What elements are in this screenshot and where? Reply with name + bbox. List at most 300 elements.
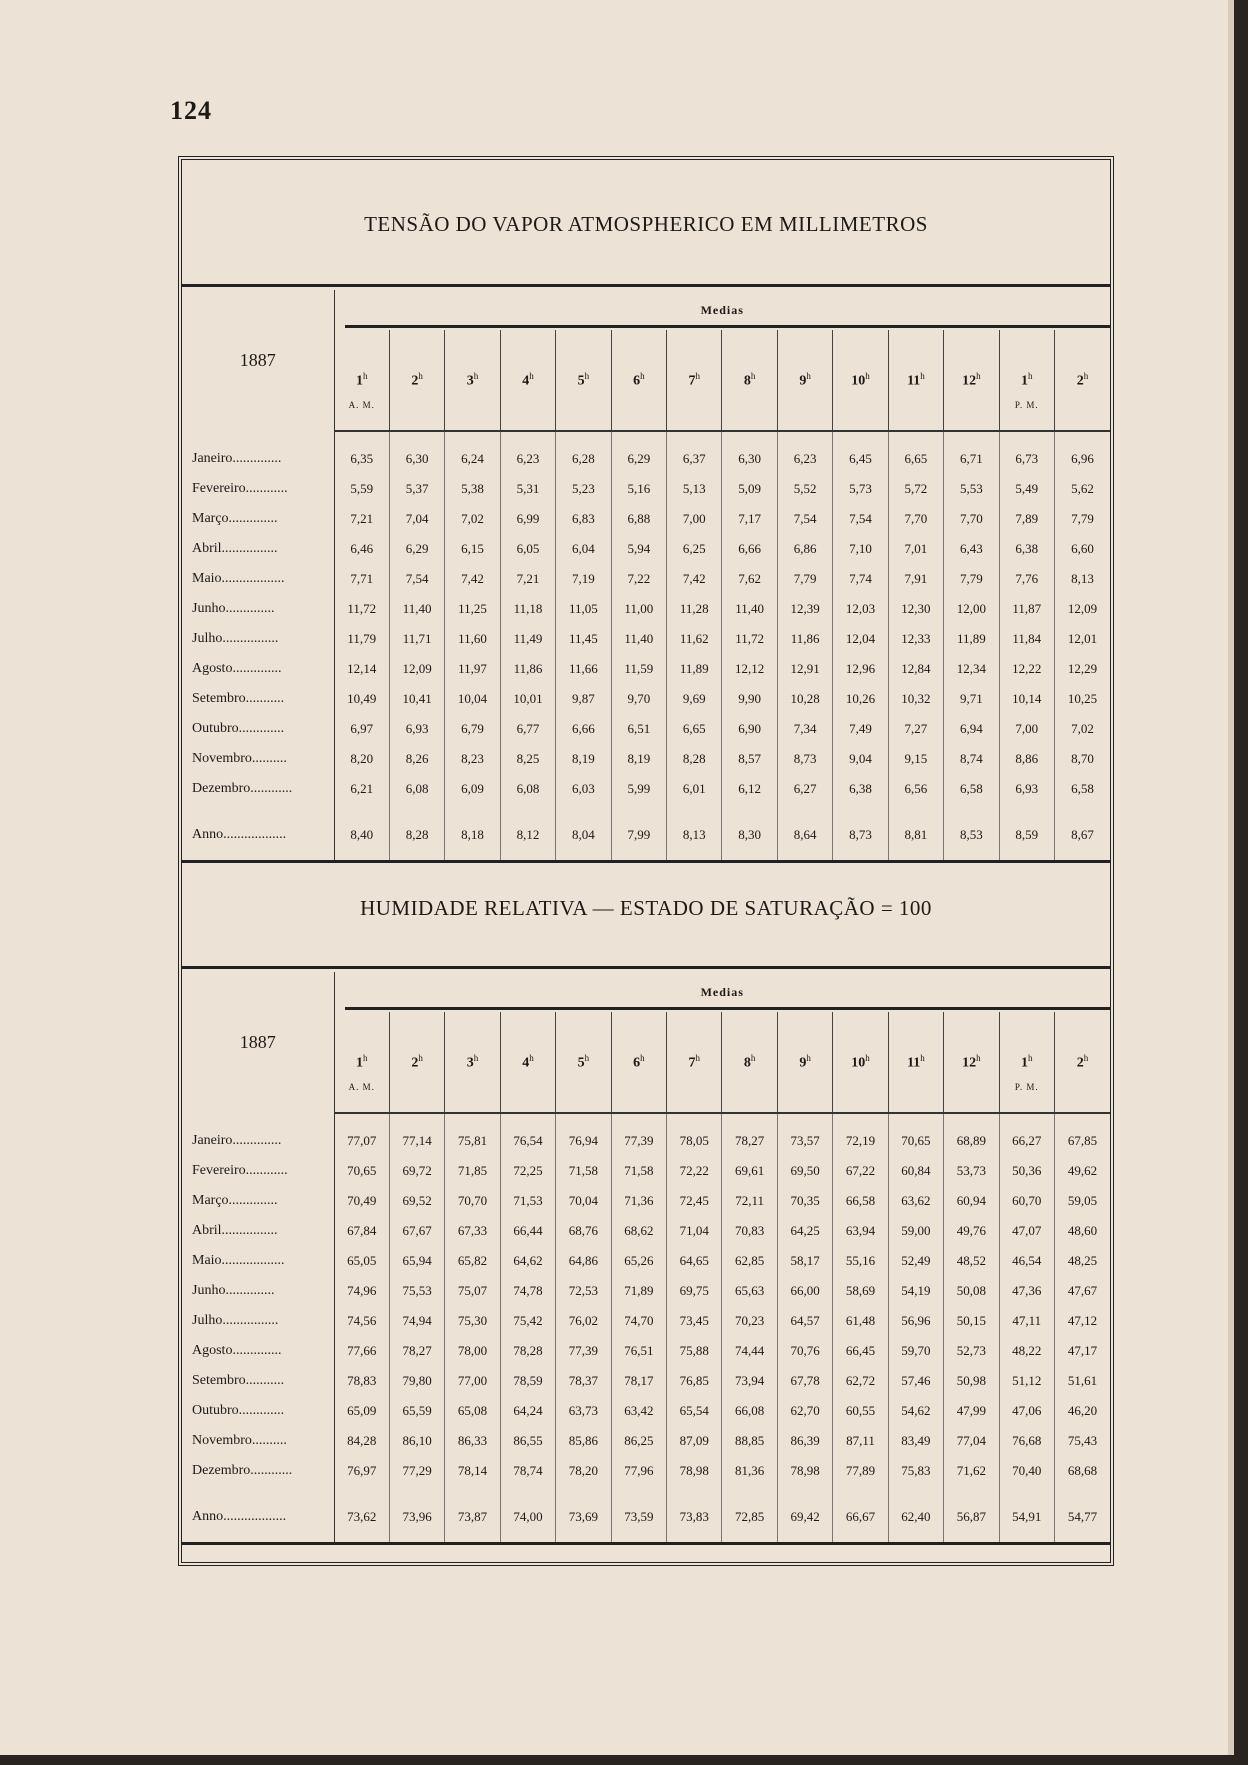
hour-number: 8	[743, 373, 751, 389]
value-cell: 67,85	[1067, 1133, 1098, 1148]
hour-number: 2	[411, 1055, 419, 1071]
month-label: Agosto..............	[182, 1336, 334, 1366]
value-cell: 77,07	[334, 1113, 389, 1156]
value-cell: 72,22	[667, 1156, 722, 1186]
value-cell: 7,79	[1071, 511, 1094, 526]
value-cell: 63,73	[556, 1396, 611, 1426]
value-cell: 48,22	[999, 1336, 1054, 1366]
table-title-vapor: TENSÃO DO VAPOR ATMOSPHERICO EM MILLIMETROS	[364, 212, 928, 236]
value-cell: 66,58	[833, 1186, 888, 1216]
table-row	[182, 504, 1110, 534]
table-row	[182, 594, 1110, 624]
value-cell: 10,28	[777, 684, 832, 714]
value-cell: 66,00	[777, 1276, 832, 1306]
annual-value-cell: 8,30	[722, 804, 777, 862]
value-cell: 5,31	[500, 474, 555, 504]
value-cell: 64,25	[777, 1216, 832, 1246]
hour-header	[556, 1012, 611, 1113]
annual-value-cell: 69,42	[777, 1486, 832, 1544]
value-cell: 6,66	[556, 714, 611, 744]
table-row	[182, 564, 1110, 594]
value-cell: 5,38	[445, 474, 500, 504]
table-row	[182, 1366, 1110, 1396]
page-number: 124	[170, 96, 212, 125]
hour-suffix: h	[362, 370, 368, 381]
value-cell: 77,00	[445, 1366, 500, 1396]
value-cell: 79,80	[389, 1366, 444, 1396]
value-cell: 75,81	[445, 1113, 500, 1156]
table-row	[182, 744, 1110, 774]
value-cell: 67,67	[389, 1216, 444, 1246]
value-cell: 87,09	[667, 1426, 722, 1456]
value-cell: 70,49	[334, 1186, 389, 1216]
vapor-pressure-table	[182, 290, 1110, 863]
value-cell: 69,61	[722, 1156, 777, 1186]
hour-suffix: h	[806, 1052, 811, 1063]
hour-header	[611, 1012, 666, 1113]
value-cell: 72,25	[500, 1156, 555, 1186]
annual-value-cell: 56,87	[944, 1486, 999, 1544]
value-cell: 12,84	[888, 654, 943, 684]
value-cell: 6,93	[389, 714, 444, 744]
value-cell: 11,89	[667, 654, 722, 684]
value-cell: 59,05	[1067, 1193, 1098, 1208]
hour-number: 1	[1021, 1055, 1029, 1071]
hour-header	[944, 330, 999, 431]
value-cell: 60,70	[999, 1186, 1054, 1216]
value-cell: 10,26	[833, 684, 888, 714]
value-cell: 63,62	[888, 1186, 943, 1216]
value-cell: 6,45	[833, 431, 888, 474]
value-cell: 8,23	[445, 744, 500, 774]
value-cell: 7,91	[888, 564, 943, 594]
value-cell: 72,45	[667, 1186, 722, 1216]
value-cell: 6,73	[999, 431, 1054, 474]
value-cell: 60,55	[833, 1396, 888, 1426]
value-cell: 6,71	[944, 431, 999, 474]
value-cell: 8,26	[389, 744, 444, 774]
value-cell: 7,02	[1071, 721, 1094, 736]
value-cell: 5,62	[1071, 481, 1094, 496]
value-cell: 51,12	[999, 1366, 1054, 1396]
value-cell: 9,70	[611, 684, 666, 714]
hour-number: 3	[466, 373, 474, 389]
table-row	[182, 684, 1110, 714]
value-cell: 6,08	[500, 774, 555, 804]
annual-row	[182, 804, 1110, 862]
value-cell: 68,62	[611, 1216, 666, 1246]
value-cell: 11,79	[334, 624, 389, 654]
value-cell: 5,59	[334, 474, 389, 504]
value-cell: 71,58	[556, 1156, 611, 1186]
value-cell: 78,59	[500, 1366, 555, 1396]
hour-header	[722, 1012, 777, 1113]
value-cell: 5,99	[611, 774, 666, 804]
month-label: Junho..............	[182, 594, 334, 624]
value-cell: 6,28	[556, 431, 611, 474]
value-cell: 70,70	[445, 1186, 500, 1216]
table-row	[182, 1306, 1110, 1336]
value-cell: 77,29	[389, 1456, 444, 1486]
hour-suffix: h	[865, 1052, 870, 1063]
value-cell: 10,49	[334, 684, 389, 714]
hour-header	[611, 330, 666, 431]
annual-value-cell: 7,99	[611, 804, 666, 862]
hour-header	[334, 330, 389, 431]
month-label: Dezembro............	[182, 774, 334, 804]
value-cell: 60,94	[944, 1186, 999, 1216]
am-pm-label: P. M.	[1014, 400, 1039, 410]
month-label: Fevereiro............	[182, 1156, 334, 1186]
value-cell: 6,03	[556, 774, 611, 804]
value-cell: 10,32	[888, 684, 943, 714]
value-cell: 57,46	[888, 1366, 943, 1396]
value-cell: 73,94	[722, 1366, 777, 1396]
hour-suffix: h	[529, 370, 534, 381]
year-label: 1887	[182, 972, 334, 1113]
value-cell: 47,06	[999, 1396, 1054, 1426]
value-cell: 56,96	[888, 1306, 943, 1336]
value-cell: 6,12	[722, 774, 777, 804]
value-cell: 71,89	[611, 1276, 666, 1306]
hour-header	[1054, 1012, 1110, 1113]
value-cell: 5,37	[389, 474, 444, 504]
annual-value-cell: 8,28	[389, 804, 444, 862]
value-cell: 6,29	[389, 534, 444, 564]
month-label: Abril................	[182, 534, 334, 564]
header-row	[182, 290, 1110, 330]
table-title-humidity: HUMIDADE RELATIVA — ESTADO DE SATURAÇÃO = 100	[360, 896, 932, 920]
value-cell: 68,89	[944, 1113, 999, 1156]
hour-number: 7	[688, 1055, 696, 1071]
value-cell: 5,23	[556, 474, 611, 504]
value-cell: 12,96	[833, 654, 888, 684]
table-row	[182, 534, 1110, 564]
value-cell: 76,97	[334, 1456, 389, 1486]
header-row	[182, 972, 1110, 1012]
value-cell: 6,93	[999, 774, 1054, 804]
value-cell: 66,08	[722, 1396, 777, 1426]
value-cell: 8,20	[334, 744, 389, 774]
value-cell: 7,21	[500, 564, 555, 594]
value-cell: 49,76	[944, 1216, 999, 1246]
value-cell: 12,03	[833, 594, 888, 624]
value-cell: 6,37	[667, 431, 722, 474]
value-cell: 70,76	[777, 1336, 832, 1366]
value-cell: 12,00	[944, 594, 999, 624]
value-cell: 7,34	[777, 714, 832, 744]
value-cell: 6,90	[722, 714, 777, 744]
value-cell: 62,72	[833, 1366, 888, 1396]
month-label: Julho................	[182, 624, 334, 654]
value-cell: 11,49	[500, 624, 555, 654]
value-cell: 58,69	[833, 1276, 888, 1306]
value-cell: 9,87	[556, 684, 611, 714]
value-cell: 71,58	[611, 1156, 666, 1186]
hour-header	[888, 1012, 943, 1113]
value-cell: 78,28	[500, 1336, 555, 1366]
value-cell: 6,38	[833, 774, 888, 804]
value-cell: 6,79	[445, 714, 500, 744]
value-cell: 8,86	[999, 744, 1054, 774]
hour-suffix: h	[1028, 1052, 1033, 1063]
value-cell: 74,78	[500, 1276, 555, 1306]
value-cell: 7,21	[334, 504, 389, 534]
value-cell: 86,10	[389, 1426, 444, 1456]
hour-header	[999, 330, 1054, 431]
value-cell: 62,85	[722, 1246, 777, 1276]
value-cell: 65,26	[611, 1246, 666, 1276]
value-cell: 71,62	[944, 1456, 999, 1486]
annual-value-cell: 8,64	[777, 804, 832, 862]
month-label: Janeiro..............	[182, 1113, 334, 1156]
value-cell: 74,94	[389, 1306, 444, 1336]
hour-header	[944, 1012, 999, 1113]
value-cell: 65,09	[334, 1396, 389, 1426]
value-cell: 47,11	[999, 1306, 1054, 1336]
hour-suffix: h	[750, 370, 756, 381]
value-cell: 64,62	[500, 1246, 555, 1276]
value-cell: 76,54	[500, 1113, 555, 1156]
value-cell: 77,89	[833, 1456, 888, 1486]
month-label: Dezembro............	[182, 1456, 334, 1486]
value-cell: 75,30	[445, 1306, 500, 1336]
table-frame	[178, 156, 1114, 1566]
table-row	[182, 474, 1110, 504]
value-cell: 11,66	[556, 654, 611, 684]
hour-header	[833, 1012, 888, 1113]
value-cell: 71,36	[611, 1186, 666, 1216]
month-label: Abril................	[182, 1216, 334, 1246]
hour-number: 3	[466, 1055, 474, 1071]
value-cell: 7,71	[334, 564, 389, 594]
value-cell: 7,04	[389, 504, 444, 534]
value-cell: 11,72	[334, 594, 389, 624]
annual-value-cell: 72,85	[722, 1486, 777, 1544]
value-cell: 60,84	[888, 1156, 943, 1186]
value-cell: 5,72	[888, 474, 943, 504]
value-cell: 6,46	[334, 534, 389, 564]
value-cell: 7,54	[777, 504, 832, 534]
hour-suffix: h	[976, 370, 981, 381]
value-cell: 7,02	[445, 504, 500, 534]
value-cell: 8,70	[1071, 751, 1094, 766]
value-cell: 54,62	[888, 1396, 943, 1426]
hour-number: 12	[962, 1055, 977, 1071]
value-cell: 61,48	[833, 1306, 888, 1336]
table-row	[182, 1216, 1110, 1246]
table-row	[182, 1113, 1110, 1156]
value-cell: 12,29	[1067, 661, 1098, 676]
am-pm-label: A. M.	[348, 1082, 375, 1092]
month-label: Fevereiro............	[182, 474, 334, 504]
value-cell: 7,00	[667, 504, 722, 534]
value-cell: 88,85	[722, 1426, 777, 1456]
hour-header	[999, 1012, 1054, 1113]
value-cell: 6,51	[611, 714, 666, 744]
value-cell: 77,39	[556, 1336, 611, 1366]
value-cell: 86,55	[500, 1426, 555, 1456]
value-cell: 48,25	[1067, 1253, 1098, 1268]
value-cell: 72,19	[833, 1113, 888, 1156]
annual-value-cell: 73,69	[556, 1486, 611, 1544]
medias-heading	[334, 290, 1110, 330]
am-pm-label: A. M.	[348, 400, 375, 410]
value-cell: 59,70	[888, 1336, 943, 1366]
value-cell: 46,20	[1067, 1403, 1098, 1418]
hour-suffix: h	[1028, 370, 1033, 381]
value-cell: 64,24	[500, 1396, 555, 1426]
value-cell: 76,85	[667, 1366, 722, 1396]
hour-number: 12	[962, 373, 977, 389]
value-cell: 84,28	[334, 1426, 389, 1456]
value-cell: 83,49	[888, 1426, 943, 1456]
value-cell: 11,71	[389, 624, 444, 654]
value-cell: 67,84	[334, 1216, 389, 1246]
value-cell: 52,73	[944, 1336, 999, 1366]
value-cell: 6,58	[944, 774, 999, 804]
hour-suffix: h	[920, 370, 925, 381]
annual-value-cell: 73,87	[445, 1486, 500, 1544]
value-cell: 6,35	[334, 431, 389, 474]
month-label: Março..............	[182, 1186, 334, 1216]
value-cell: 75,88	[667, 1336, 722, 1366]
hour-number: 8	[743, 1055, 751, 1071]
value-cell: 8,73	[777, 744, 832, 774]
value-cell: 5,13	[667, 474, 722, 504]
value-cell: 76,94	[556, 1113, 611, 1156]
hour-header	[445, 330, 500, 431]
value-cell: 6,99	[500, 504, 555, 534]
value-cell: 50,08	[944, 1276, 999, 1306]
value-cell: 5,53	[944, 474, 999, 504]
table-row	[182, 1246, 1110, 1276]
value-cell: 78,17	[611, 1366, 666, 1396]
value-cell: 6,23	[777, 431, 832, 474]
value-cell: 11,84	[999, 624, 1054, 654]
annual-row	[182, 1486, 1110, 1544]
value-cell: 66,27	[999, 1113, 1054, 1156]
value-cell: 78,05	[667, 1113, 722, 1156]
value-cell: 77,04	[944, 1426, 999, 1456]
value-cell: 11,40	[611, 624, 666, 654]
value-cell: 6,29	[611, 431, 666, 474]
annual-label: Anno..................	[182, 804, 334, 862]
year-label: 1887	[182, 290, 334, 431]
value-cell: 6,15	[445, 534, 500, 564]
value-cell: 66,44	[500, 1216, 555, 1246]
value-cell: 7,76	[999, 564, 1054, 594]
hour-header	[445, 1012, 500, 1113]
hour-header	[556, 330, 611, 431]
value-cell: 12,39	[777, 594, 832, 624]
hour-suffix: h	[976, 1052, 981, 1063]
value-cell: 73,57	[777, 1113, 832, 1156]
value-cell: 8,13	[1071, 571, 1094, 586]
hour-suffix: h	[1083, 370, 1089, 381]
hour-header	[500, 330, 555, 431]
value-cell: 10,25	[1067, 691, 1098, 706]
value-cell: 12,91	[777, 654, 832, 684]
value-cell: 70,65	[888, 1113, 943, 1156]
value-cell: 7,27	[888, 714, 943, 744]
value-cell: 11,60	[445, 624, 500, 654]
hour-number: 2	[1076, 1055, 1084, 1071]
hour-number: 6	[633, 1055, 641, 1071]
value-cell: 87,11	[833, 1426, 888, 1456]
value-cell: 81,36	[722, 1456, 777, 1486]
value-cell: 6,38	[999, 534, 1054, 564]
month-label: Novembro..........	[182, 1426, 334, 1456]
value-cell: 7,10	[833, 534, 888, 564]
value-cell: 78,83	[334, 1366, 389, 1396]
value-cell: 6,58	[1071, 781, 1094, 796]
value-cell: 5,16	[611, 474, 666, 504]
value-cell: 69,75	[667, 1276, 722, 1306]
value-cell: 67,22	[833, 1156, 888, 1186]
value-cell: 5,94	[611, 534, 666, 564]
table-row	[182, 624, 1110, 654]
value-cell: 6,04	[556, 534, 611, 564]
hour-header	[334, 1012, 389, 1113]
annual-value-cell: 8,40	[334, 804, 389, 862]
hour-header	[389, 330, 444, 431]
hour-suffix: h	[473, 370, 479, 381]
value-cell: 65,54	[667, 1396, 722, 1426]
value-cell: 72,53	[556, 1276, 611, 1306]
value-cell: 9,69	[667, 684, 722, 714]
value-cell: 11,05	[556, 594, 611, 624]
value-cell: 78,98	[667, 1456, 722, 1486]
hour-header	[833, 330, 888, 431]
hour-suffix: h	[695, 1052, 700, 1063]
hour-number: 4	[522, 373, 530, 389]
value-cell: 51,61	[1067, 1373, 1098, 1388]
table-row	[182, 1186, 1110, 1216]
value-cell: 6,43	[944, 534, 999, 564]
value-cell: 7,79	[777, 564, 832, 594]
value-cell: 5,09	[722, 474, 777, 504]
value-cell: 6,05	[500, 534, 555, 564]
value-cell: 78,27	[389, 1336, 444, 1366]
value-cell: 7,79	[944, 564, 999, 594]
value-cell: 11,86	[500, 654, 555, 684]
value-cell: 64,65	[667, 1246, 722, 1276]
hour-header	[777, 330, 832, 431]
hour-number: 11	[907, 373, 921, 389]
value-cell: 74,44	[722, 1336, 777, 1366]
value-cell: 6,25	[667, 534, 722, 564]
value-cell: 7,89	[999, 504, 1054, 534]
table-row	[182, 431, 1110, 474]
month-label: Maio..................	[182, 564, 334, 594]
value-cell: 58,17	[777, 1246, 832, 1276]
value-cell: 6,86	[777, 534, 832, 564]
hour-number: 7	[688, 373, 696, 389]
value-cell: 7,00	[999, 714, 1054, 744]
value-cell: 6,65	[667, 714, 722, 744]
value-cell: 6,56	[888, 774, 943, 804]
annual-value-cell: 8,73	[833, 804, 888, 862]
value-cell: 50,15	[944, 1306, 999, 1336]
table-row	[182, 1396, 1110, 1426]
value-cell: 6,30	[722, 431, 777, 474]
value-cell: 6,23	[500, 431, 555, 474]
hour-suffix: h	[584, 1052, 590, 1063]
annual-value-cell: 8,12	[500, 804, 555, 862]
hour-suffix: h	[806, 370, 811, 381]
month-label: Setembro...........	[182, 1366, 334, 1396]
